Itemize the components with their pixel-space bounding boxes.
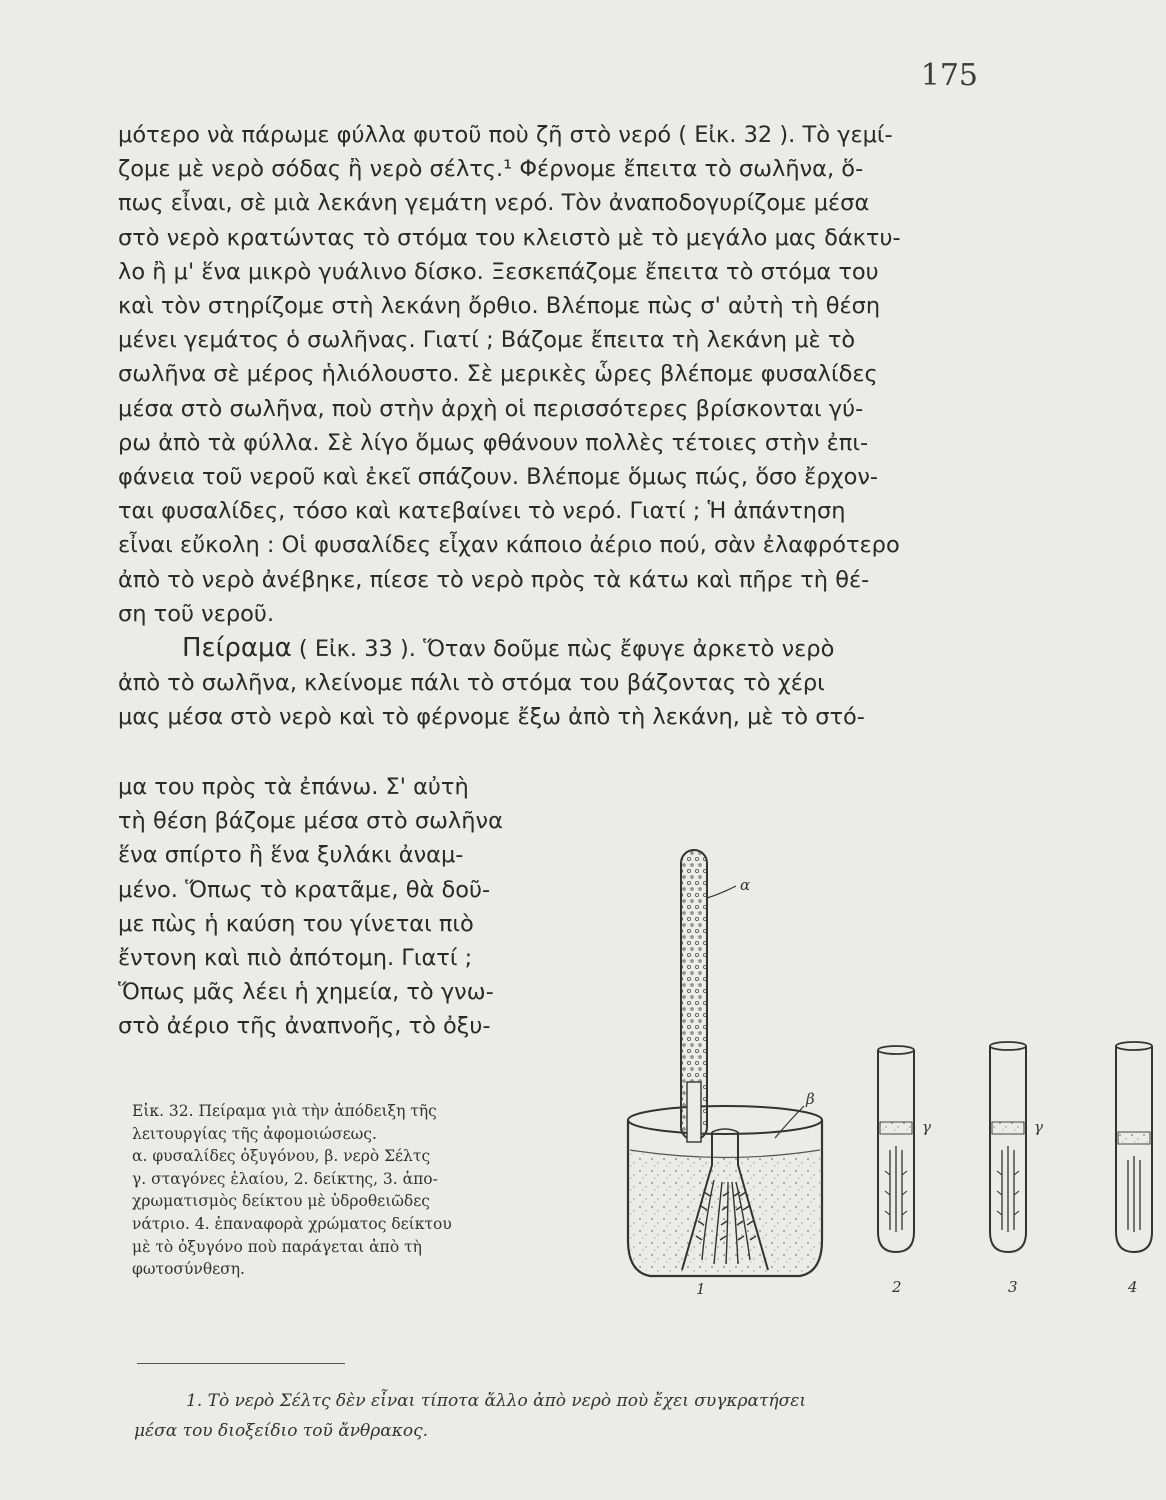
text-line: σωλῆνα σὲ μέρος ἡλιόλουστο. Σὲ μερικὲς ὧρες βλέπομε φυσαλίδες xyxy=(118,361,878,388)
illustration-svg xyxy=(590,820,1166,1310)
text-line: καὶ τὸν στηρίζομε στὴ λεκάνη ὄρθιο. Βλέπομε πὼς σ' αὐτὴ τὴ θέση xyxy=(118,293,881,320)
caption-line: νάτριο. 4. ἐπαναφορὰ χρώματος δείκτου xyxy=(132,1214,452,1233)
body-text xyxy=(118,118,988,735)
text-line: ζομε μὲ νερὸ σόδας ἢ νερὸ σέλτς.¹ Φέρνομε ἔπειτα τὸ σωλῆνα, ὅ- xyxy=(118,156,864,183)
text-line: στὸ νερὸ κρατώντας τὸ στόμα του κλειστὸ μὲ τὸ μεγάλο μας δάκτυ- xyxy=(118,224,901,251)
text-line: μένο. Ὅπως τὸ κρατᾶμε, θὰ δοῦ- xyxy=(118,876,491,903)
text-line: με πὼς ἡ καύση του γίνεται πιὸ xyxy=(118,910,474,937)
text-line: μας μέσα στὸ νερὸ καὶ τὸ φέρνομε ἔξω ἀπὸ τὴ λεκάνη, μὲ τὸ στό- xyxy=(118,704,865,731)
experiment-line-rest: ( Εἰκ. 33 ). Ὅταν δοῦμε πὼς ἔφυγε ἀρκετὸ νερὸ xyxy=(291,636,835,663)
text-line: λο ἢ μ' ἕνα μικρὸ γυάλινο δίσκο. Ξεσκεπάζομε ἔπειτα τὸ στόμα του xyxy=(118,258,879,285)
caption-line: λειτουργίας τῆς ἀφομοιώσεως. xyxy=(132,1124,377,1143)
paragraph-2 xyxy=(118,631,988,735)
caption-line: μὲ τὸ ὀξυγόνο ποὺ παράγεται ἀπὸ τὴ xyxy=(132,1237,422,1256)
footnote xyxy=(134,1386,1016,1446)
figure-number-4: 4 xyxy=(1128,1278,1138,1296)
text-line: στὸ ἀέριο τῆς ἀναπνοῆς, τὸ ὀξυ- xyxy=(118,1013,491,1040)
caption-line: φωτοσύνθεση. xyxy=(132,1260,245,1279)
text-line: μότερο νὰ πάρωμε φύλλα φυτοῦ ποὺ ζῆ στὸ νερό ( Εἰκ. 32 ). Τὸ γεμί- xyxy=(118,122,893,148)
text-line: εἶναι εὔκολη : Οἱ φυσαλίδες εἶχαν κάποιο ἀέριο πού, σὰν ἐλαφρότερο xyxy=(118,532,900,559)
text-line: ται φυσαλίδες, τόσο καὶ κατεβαίνει τὸ νερό. Γιατί ; Ἡ ἀπάντηση xyxy=(118,498,846,525)
caption-line: Εἰκ. 32. Πείραμα γιὰ τὴν ἀπόδειξη τῆς xyxy=(132,1102,437,1120)
experiment-line xyxy=(118,631,988,666)
text-line: ἀπὸ τὸ σωλῆνα, κλείνομε πάλι τὸ στόμα του βάζοντας τὸ χέρι xyxy=(118,670,825,697)
text-line: μέσα στὸ σωλῆνα, ποὺ στὴν ἀρχὴ οἱ περισσότερες βρίσκονται γύ- xyxy=(118,395,864,422)
text-line: ἀπὸ τὸ νερὸ ἀνέβηκε, πίεσε τὸ νερὸ πρὸς τὰ κάτω καὶ πῆρε τὴ θέ- xyxy=(118,566,870,593)
figure-number-1: 1 xyxy=(696,1280,706,1298)
text-line: ἔντονη καὶ πιὸ ἀπότομη. Γιατί ; xyxy=(118,945,473,972)
test-tube-4 xyxy=(1116,1042,1152,1252)
experiment-label: Πείραμα xyxy=(182,633,292,664)
text-line: μένει γεμάτος ὁ σωλῆνας. Γιατί ; Βάζομε ἔπειτα τὴ λεκάνη μὲ τὸ xyxy=(118,327,856,354)
caption-line: χρωματισμὸς δείκτου μὲ ὑδροθειῶδες xyxy=(132,1192,430,1211)
figure-illustration xyxy=(590,820,1166,1310)
label-beta: β xyxy=(806,1090,815,1108)
caption-line: γ. σταγόνες ἐλαίου, 2. δείκτης, 3. ἀπο- xyxy=(132,1169,438,1188)
figure-number-2: 2 xyxy=(892,1278,902,1296)
footnote-line: 1. Τὸ νερὸ Σέλτς δὲν εἶναι τίποτα ἄλλο ἀπὸ νερὸ ποὺ ἔχει συγκρατήσει xyxy=(186,1391,806,1411)
test-tube-2 xyxy=(878,1046,914,1252)
text-line: ἕνα σπίρτο ἢ ἕνα ξυλάκι ἀναμ- xyxy=(118,842,464,869)
paragraph-1 xyxy=(118,118,988,631)
label-alpha: α xyxy=(740,876,751,894)
text-line: ρω ἀπὸ τὰ φύλλα. Σὲ λίγο ὅμως φθάνουν πολλὲς τέτοιες στὴν ἐπι- xyxy=(118,429,869,456)
footnote-divider xyxy=(137,1363,345,1364)
figure-caption xyxy=(132,1100,572,1281)
caption-line: α. φυσαλίδες ὀξυγόνου, β. νερὸ Σέλτς xyxy=(132,1147,431,1166)
figure-number-3: 3 xyxy=(1008,1278,1018,1296)
text-line: μα του πρὸς τὰ ἐπάνω. Σ' αὐτὴ xyxy=(118,774,469,800)
basin-apparatus xyxy=(628,850,822,1276)
text-line: πως εἶναι, σὲ μιὰ λεκάνη γεμάτη νερό. Τὸν ἀναποδογυρίζομε μέσα xyxy=(118,190,870,217)
footnote-line: μέσα του διοξείδιο τοῦ ἄνθρακος. xyxy=(134,1421,429,1441)
page-number: 175 xyxy=(920,58,978,93)
text-line: τὴ θέση βάζομε μέσα στὸ σωλῆνα xyxy=(118,808,503,835)
label-gamma-2: γ xyxy=(922,1118,931,1136)
label-gamma-3: γ xyxy=(1034,1118,1043,1136)
body-text-narrow xyxy=(118,770,563,1044)
text-line: ση τοῦ νεροῦ. xyxy=(118,600,275,627)
text-line: Ὅπως μᾶς λέει ἡ χημεία, τὸ γνω- xyxy=(118,979,494,1006)
test-tube-3 xyxy=(990,1042,1026,1252)
text-line: φάνεια τοῦ νεροῦ καὶ ἐκεῖ σπάζουν. Βλέπομε ὅμως πώς, ὅσο ἔρχον- xyxy=(118,464,879,491)
